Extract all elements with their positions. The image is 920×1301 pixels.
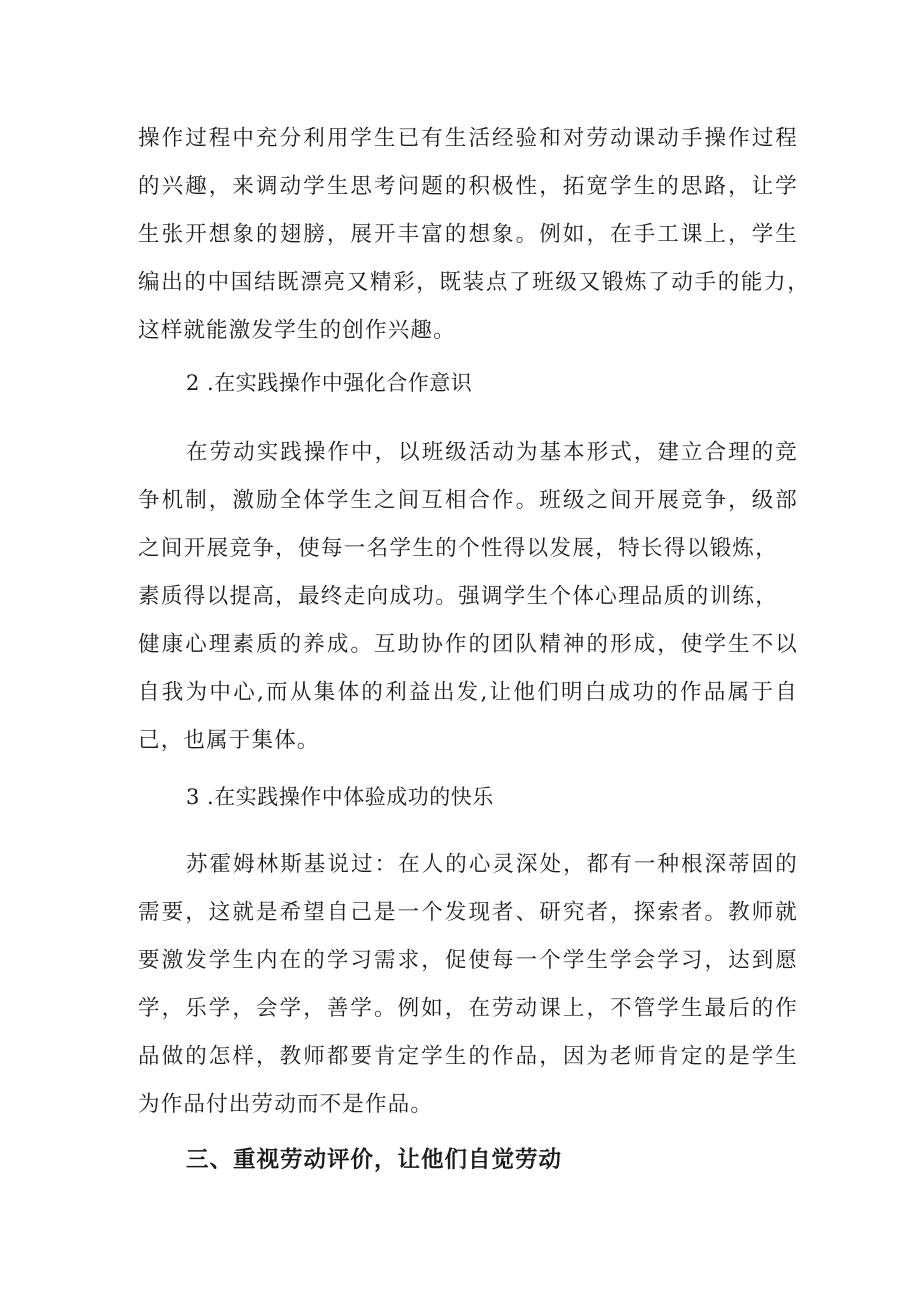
paragraph2-line-2: 争机制，激励全体学生之间互相合作。班级之间开展竞争，级部 [138,488,798,513]
paragraph1-line-4: 编出的中国结既漂亮又精彩，既装点了班级又锻炼了动手的能力， [138,270,810,295]
paragraph3-line-1: 苏霍姆林斯基说过：在人的心灵深处，都有一种根深蒂固的 [186,852,798,877]
subheading-2: 2 .在实践操作中强化合作意识 [186,371,473,395]
paragraph2-line-7: 己，也属于集体。 [138,728,320,753]
paragraph2-line-3: 之间开展竞争，使每一名学生的个性得以发展，特长得以锻炼， [138,536,778,561]
paragraph1-line-3: 生张开想象的翅膀，展开丰富的想象。例如，在手工课上，学生 [138,222,798,247]
paragraph2-line-6: 自我为中心,而从集体的利益出发,让他们明白成功的作品属于自 [138,680,798,705]
paragraph3-line-4: 学，乐学，会学，善学。例如，在劳动课上，不管学生最后的作 [138,996,798,1021]
subheading-3: 3 .在实践操作中体验成功的快乐 [186,785,494,809]
paragraph2-line-4: 素质得以提高，最终走向成功。强调学生个体心理品质的训练， [138,584,778,609]
paragraph2-line-5: 健康心理素质的养成。互助协作的团队精神的形成，使学生不以 [138,632,798,657]
paragraph1-line-2: 的兴趣，来调动学生思考问题的积极性，拓宽学生的思路，让学 [138,174,798,199]
paragraph1-line-5: 这样就能激发学生的创作兴趣。 [138,318,456,343]
paragraph1-line-1: 操作过程中充分利用学生已有生活经验和对劳动课动手操作过程 [138,126,798,151]
paragraph3-line-5: 品做的怎样，教师都要肯定学生的作品，因为老师肯定的是学生 [138,1044,798,1069]
section-heading: 三、重视劳动评价，让他们自觉劳动 [186,1147,563,1173]
paragraph3-line-2: 需要，这就是希望自己是一个发现者、研究者，探索者。教师就 [138,900,798,925]
paragraph3-line-6: 为作品付出劳动而不是作品。 [138,1092,434,1117]
paragraph2-line-1: 在劳动实践操作中，以班级活动为基本形式，建立合理的竞 [186,440,798,465]
paragraph3-line-3: 要激发学生内在的学习需求，促使每一个学生学会学习，达到愿 [138,948,798,973]
